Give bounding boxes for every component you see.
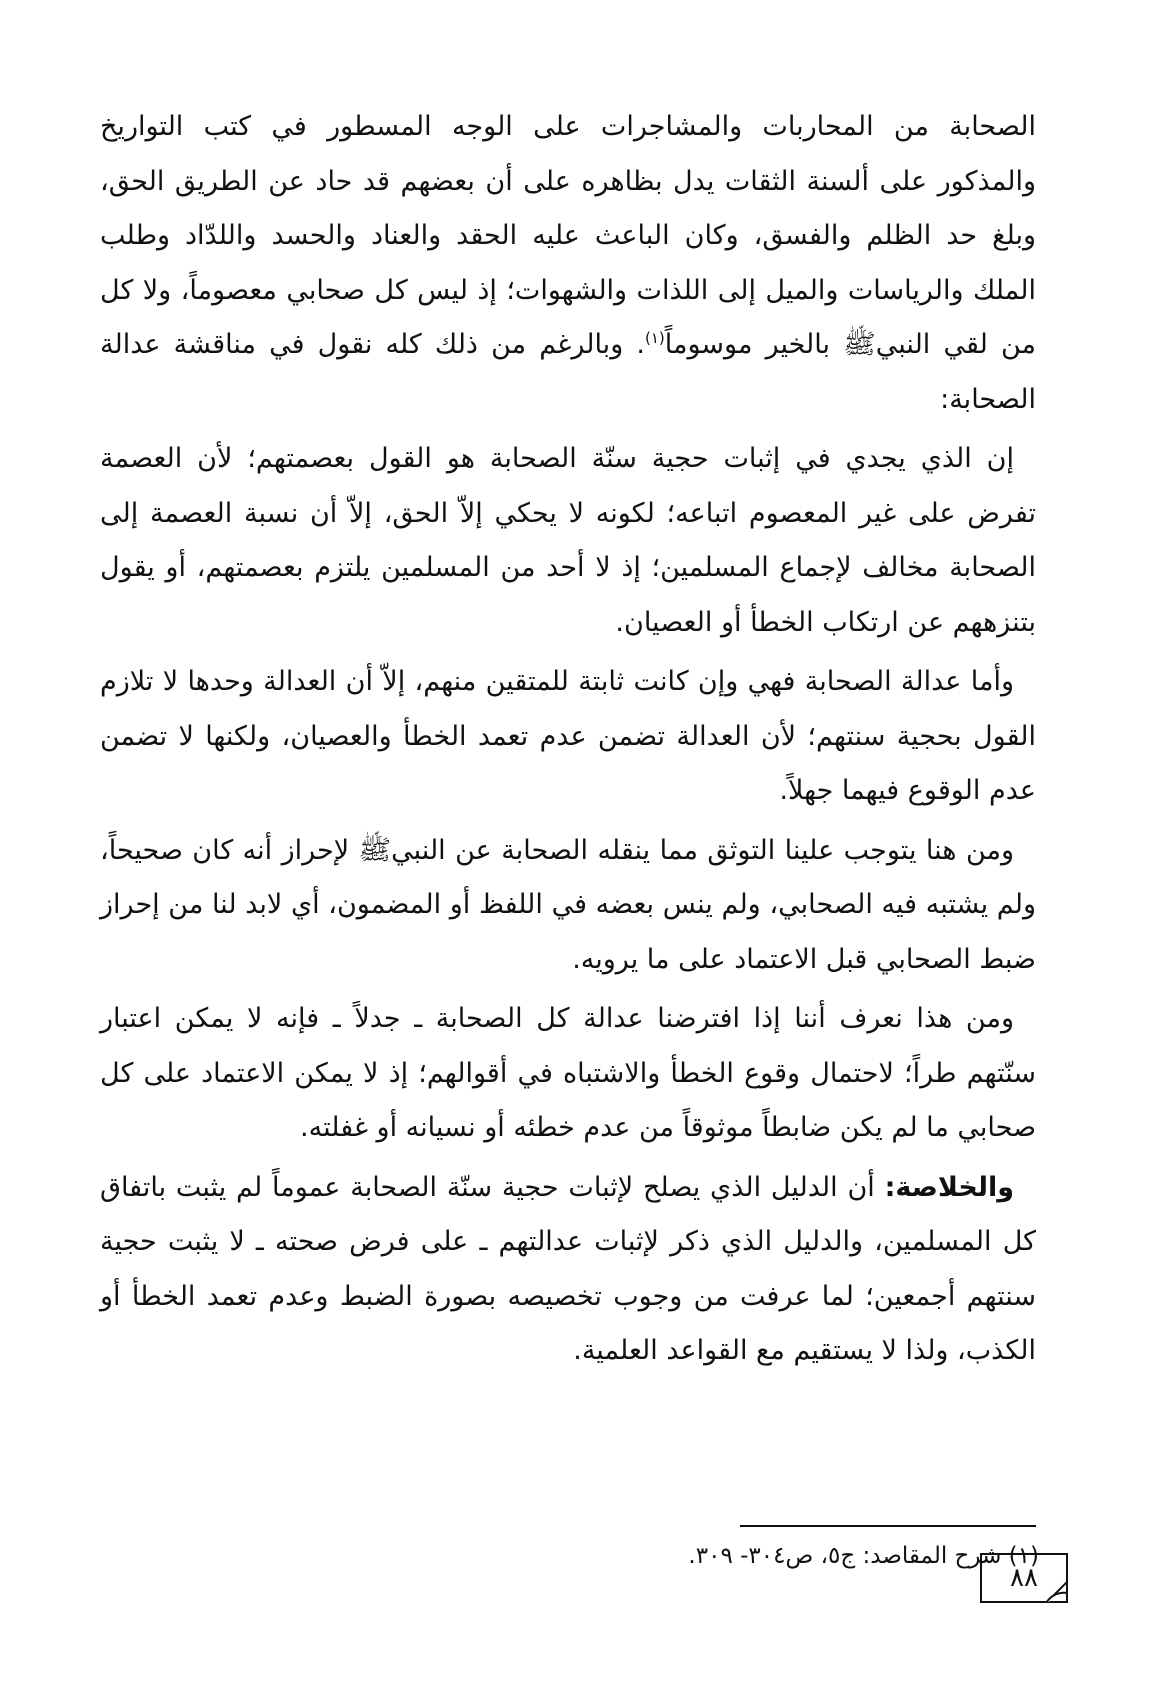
paragraph-3: وأما عدالة الصحابة فهي وإن كانت ثابتة للمتقين منهم، إلاّ أن العدالة وحدها لا تلازم القول بحجية سنتهم؛ لأن العدالة تضمن عدم تعمد الخطأ والعصيان، ولكنها لا تضمن عدم الوقوع فيهما جهلاً. <box>100 666 1036 806</box>
conclusion-lead: والخلاصة: <box>884 1171 1014 1203</box>
paragraph-1 <box>100 100 1036 427</box>
page-body <box>100 100 1036 1384</box>
footnote-divider <box>740 1525 1036 1527</box>
paragraph-4: ومن هنا يتوجب علينا التوثق مما ينقله الصحابة عن النبيﷺ لإحراز أنه كان صحيحاً، ولم يشتبه فيه الصحابي، ولم ينس بعضه في اللفظ أو المضمون، أي لابد لنا من إحراز ضبط الصحابي قبل الاعتماد على ما يرويه. <box>100 834 1036 975</box>
footnote-marker: (١) <box>644 329 665 347</box>
paragraph-5: ومن هذا نعرف أننا إذا افترضنا عدالة كل الصحابة ـ جدلاً ـ فإنه لا يمكن اعتبار سنّتهم طراً؛ لاحتمال وقوع الخطأ والاشتباه في أقوالهم؛ إذ لا يمكن الاعتماد على كل صحابي ما لم يكن ضابطاً موثوقاً من عدم خطئه أو نسيانه أو غفلته. <box>100 1003 1036 1143</box>
footnote: (١) شرح المقاصد: ج٥، ص٣٠٤- ٣٠٩. <box>688 1543 1039 1569</box>
page-number-box <box>980 1553 1068 1603</box>
conclusion-text: أن الدليل الذي يصلح لإثبات حجية سنّة الصحابة عموماً لم يثبت باتفاق كل المسلمين، والدليل الذي ذكر لإثبات عدالتهم ـ على فرض صحته ـ لا يثبت حجية سنتهم أجمعين؛ لما عرفت من وجوب تخصيصه بصورة الضبط وعدم تعمد الخطأ أو الكذب، ولذا لا يستقيم مع القواعد العلمية. <box>100 1171 1036 1366</box>
conclusion-paragraph <box>100 1161 1036 1379</box>
paragraph-1-text: الصحابة من المحاربات والمشاجرات على الوجه المسطور في كتب التواريخ والمذكور على ألسنة الثقات يدل بظاهره على أن بعضهم قد حاد عن الطريق الحق، وبلغ حد الظلم والفسق، وكان الباعث عليه الحقد والعناد والحسد واللدّاد وطلب الملك والرياسات والميل إلى اللذات والشهوات؛ إذ ليس كل صحابي معصوماً، ولا كل من لقي النبيﷺ بالخير موسوماً <box>100 111 1036 360</box>
page-number: ٨٨ <box>1010 1563 1038 1593</box>
page-corner-fold-icon <box>1046 1581 1068 1603</box>
paragraph-2: إن الذي يجدي في إثبات حجية سنّة الصحابة هو القول بعصمتهم؛ لأن العصمة تفرض على غير المعصوم اتباعه؛ لكونه لا يحكي إلاّ الحق، إلاّ أن نسبة العصمة إلى الصحابة مخالف لإجماع المسلمين؛ إذ لا أحد من المسلمين يلتزم بعصمتهم، أو يقول بتنزههم عن ارتكاب الخطأ أو العصيان. <box>100 443 1036 638</box>
paragraph-1-tail: . وبالرغم من ذلك كله نقول في مناقشة عدالة الصحابة: <box>100 329 1036 415</box>
